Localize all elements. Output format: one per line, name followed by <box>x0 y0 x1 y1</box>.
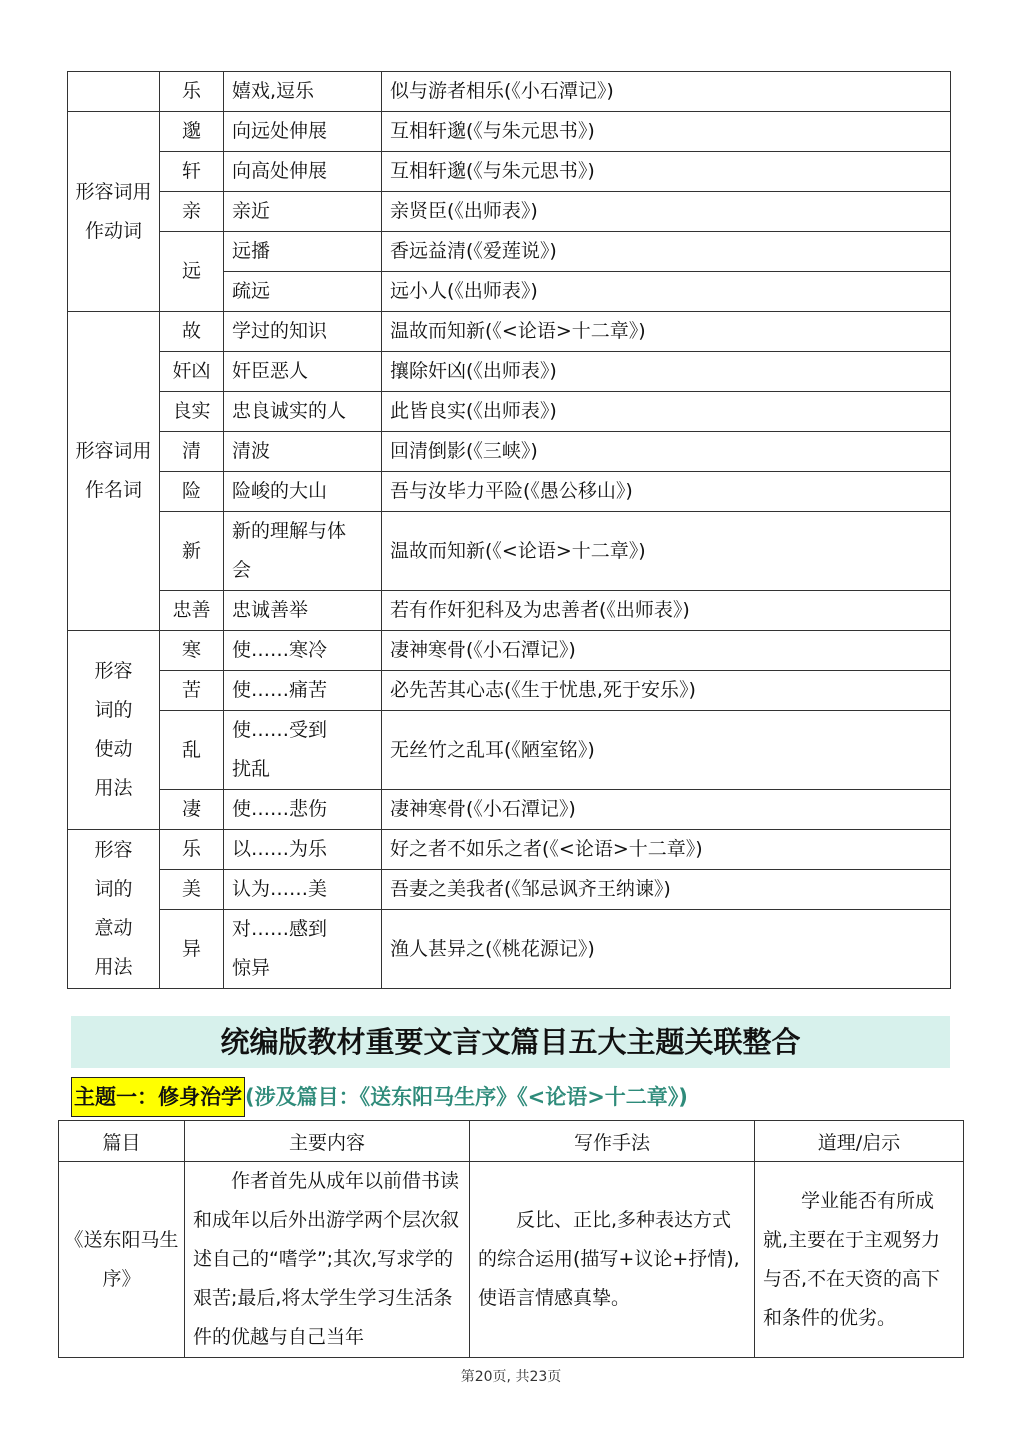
meaning-cell: 向高处伸展 <box>224 152 382 192</box>
meaning-cell: 学过的知识 <box>224 312 382 352</box>
example-cell: 渔人甚异之(《桃花源记》) <box>382 910 951 989</box>
example-cell: 无丝竹之乱耳(《陋室铭》) <box>382 711 951 790</box>
table-row <box>68 790 951 830</box>
example-cell: 攘除奸凶(《出师表》) <box>382 352 951 392</box>
table-row <box>68 830 951 870</box>
word-cell: 险 <box>160 472 224 512</box>
example-cell: 必先苦其心志(《生于忧患,死于安乐》) <box>382 671 951 711</box>
table-row <box>68 112 951 152</box>
category-cell: 形容词用 作动词 <box>68 112 160 312</box>
column-header: 写作手法 <box>470 1121 755 1162</box>
category-cell: 形容词用 作名词 <box>68 312 160 631</box>
meaning-cell: 奸臣恶人 <box>224 352 382 392</box>
table-row <box>68 472 951 512</box>
meaning-cell: 以……为乐 <box>224 830 382 870</box>
example-cell: 互相轩邈(《与朱元思书》) <box>382 152 951 192</box>
category-cell: 形容 词的 使动 用法 <box>68 631 160 830</box>
word-cell: 乐 <box>160 72 224 112</box>
example-cell: 似与游者相乐(《小石潭记》) <box>382 72 951 112</box>
meaning-cell: 远播 <box>224 232 382 272</box>
example-cell: 吾与汝毕力平险(《愚公移山》) <box>382 472 951 512</box>
meaning-cell: 亲近 <box>224 192 382 232</box>
adjective-usage-table <box>67 71 951 989</box>
word-cell: 清 <box>160 432 224 472</box>
table-header-row <box>59 1121 964 1162</box>
category-cell <box>68 72 160 112</box>
table-row <box>59 1162 964 1358</box>
table-row <box>68 671 951 711</box>
table-row <box>68 870 951 910</box>
meaning-cell: 认为……美 <box>224 870 382 910</box>
word-cell: 乐 <box>160 830 224 870</box>
meaning-cell: 险峻的大山 <box>224 472 382 512</box>
word-cell: 邈 <box>160 112 224 152</box>
example-cell: 好之者不如乐之者(《<论语>十二章》) <box>382 830 951 870</box>
meaning-cell: 忠诚善举 <box>224 591 382 631</box>
theme-table <box>58 1120 964 1358</box>
meaning-cell: 嬉戏,逗乐 <box>224 72 382 112</box>
technique-cell: 反比、正比,多种表达方式的综合运用(描写+议论+抒情),使语言情感真挚。 <box>470 1162 755 1358</box>
meaning-cell: 疏远 <box>224 272 382 312</box>
word-cell: 忠善 <box>160 591 224 631</box>
table-row <box>68 352 951 392</box>
example-cell: 远小人(《出师表》) <box>382 272 951 312</box>
word-cell: 亲 <box>160 192 224 232</box>
example-cell: 香远益清(《爱莲说》) <box>382 232 951 272</box>
table-row <box>68 591 951 631</box>
category-cell: 形容 词的 意动 用法 <box>68 830 160 989</box>
table-row <box>68 432 951 472</box>
table-row <box>68 72 951 112</box>
column-header: 道理/启示 <box>755 1121 964 1162</box>
example-cell: 此皆良实(《出师表》) <box>382 392 951 432</box>
theme-heading <box>71 1077 688 1115</box>
section-banner-title: 统编版教材重要文言文篇目五大主题关联整合 <box>71 1016 950 1068</box>
table-row <box>68 512 951 591</box>
meaning-cell: 向远处伸展 <box>224 112 382 152</box>
word-cell: 异 <box>160 910 224 989</box>
insight-cell: 学业能否有所成就,主要在于主观努力与否,不在天资的高下和条件的优劣。 <box>755 1162 964 1358</box>
example-cell: 凄神寒骨(《小石潭记》) <box>382 631 951 671</box>
meaning-cell: 使……寒冷 <box>224 631 382 671</box>
example-cell: 亲贤臣(《出师表》) <box>382 192 951 232</box>
table-row <box>68 910 951 989</box>
table-row <box>68 392 951 432</box>
word-cell: 寒 <box>160 631 224 671</box>
word-cell: 乱 <box>160 711 224 790</box>
meaning-cell: 新的理解与体 会 <box>224 512 382 591</box>
word-cell: 凄 <box>160 790 224 830</box>
word-cell: 苦 <box>160 671 224 711</box>
column-header: 篇目 <box>59 1121 185 1162</box>
meaning-cell: 使……痛苦 <box>224 671 382 711</box>
word-cell: 新 <box>160 512 224 591</box>
table-row <box>68 192 951 232</box>
example-cell: 若有作奸犯科及为忠善者(《出师表》) <box>382 591 951 631</box>
meaning-cell: 对……感到 惊异 <box>224 910 382 989</box>
example-cell: 凄神寒骨(《小石潭记》) <box>382 790 951 830</box>
table-row <box>68 711 951 790</box>
example-cell: 回清倒影(《三峡》) <box>382 432 951 472</box>
title-cell: 《送东阳马生 序》 <box>59 1162 185 1358</box>
meaning-cell: 使……受到 扰乱 <box>224 711 382 790</box>
page-footer: 第20页, 共23页 <box>460 1369 562 1385</box>
word-cell: 轩 <box>160 152 224 192</box>
word-cell: 故 <box>160 312 224 352</box>
word-cell: 远 <box>160 232 224 312</box>
meaning-cell: 清波 <box>224 432 382 472</box>
example-cell: 互相轩邈(《与朱元思书》) <box>382 112 951 152</box>
column-header: 主要内容 <box>185 1121 470 1162</box>
word-cell: 美 <box>160 870 224 910</box>
example-cell: 温故而知新(《<论语>十二章》) <box>382 312 951 352</box>
example-cell: 温故而知新(《<论语>十二章》) <box>382 512 951 591</box>
word-cell: 良实 <box>160 392 224 432</box>
meaning-cell: 使……悲伤 <box>224 790 382 830</box>
table-row <box>68 631 951 671</box>
example-cell: 吾妻之美我者(《邹忌讽齐王纳谏》) <box>382 870 951 910</box>
theme-scope: (涉及篇目：《送东阳马生序》《<论语>十二章》) <box>245 1085 688 1109</box>
table-row <box>68 232 951 272</box>
theme-label: 主题一：修身治学 <box>71 1077 245 1117</box>
content-cell: 作者首先从成年以前借书读和成年以后外出游学两个层次叙述自己的“嗜学”;其次,写求学的艰苦;最后,将太学生学习生活条件的优越与自己当年 <box>185 1162 470 1358</box>
word-cell: 奸凶 <box>160 352 224 392</box>
table-row <box>68 312 951 352</box>
table-row <box>68 152 951 192</box>
meaning-cell: 忠良诚实的人 <box>224 392 382 432</box>
